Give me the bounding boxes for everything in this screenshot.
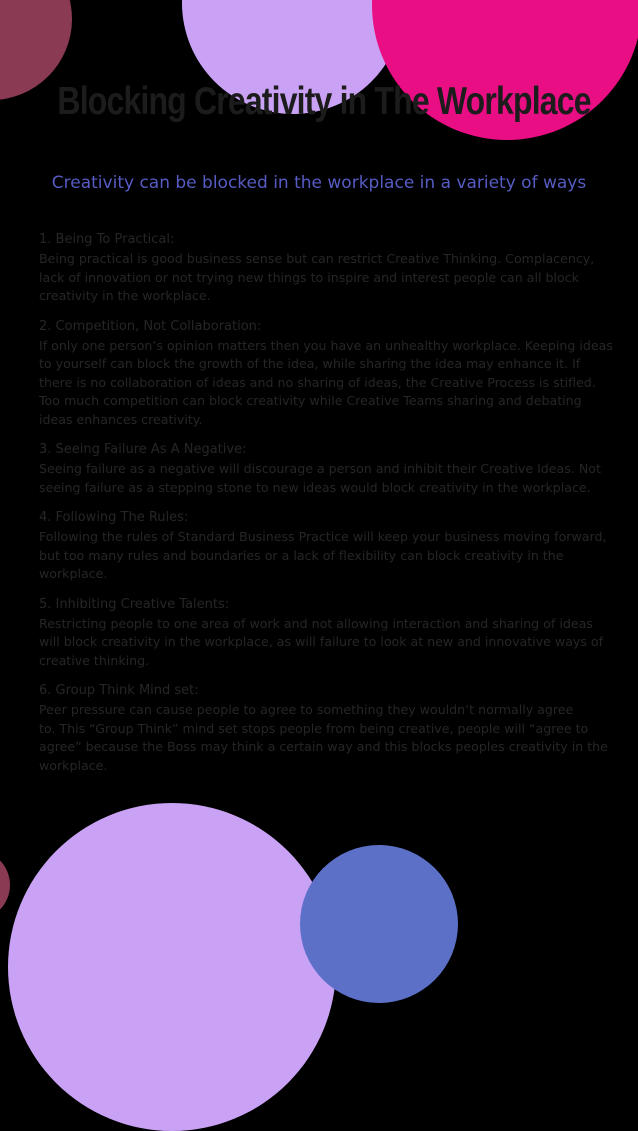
section-body (39, 701, 608, 775)
section-heading: 5. Inhibiting Creative Talents: (39, 596, 230, 612)
section-heading: 6. Group Think Mind set: (39, 683, 199, 698)
section-body (39, 615, 605, 671)
body-line: to yourself can block the growth of the idea, while sharing the idea may enhance it. If (39, 356, 581, 371)
decorative-circle-lilac-bottom (8, 803, 336, 1131)
decorative-circle-blue (300, 845, 458, 1003)
content-body (39, 231, 613, 787)
decorative-circle-maroon-bottom (0, 850, 10, 920)
section-heading: 3. Seeing Failure As A Negative: (39, 442, 247, 457)
body-line: creativity in the workplace. (39, 288, 211, 303)
section-body (39, 528, 605, 584)
body-line: lack of innovation or not trying new things to inspire and interest people can all block (39, 269, 579, 285)
section-failure-negative (39, 441, 605, 497)
section-group-think (39, 682, 608, 775)
section-following-rules (39, 509, 605, 584)
body-line: Being practical is good business sense but can restrict Creative Thinking. Complacency, (39, 251, 595, 266)
section-body (39, 337, 613, 430)
section-heading: 1. Being To Practical: (39, 232, 175, 247)
section-competition (39, 318, 613, 430)
body-line: workplace. (39, 757, 108, 773)
section-heading: 2. Competition, Not Collaboration: (39, 318, 262, 334)
section-body (39, 460, 605, 497)
body-line: Restricting people to one area of work and not allowing interaction and sharing of ideas (39, 615, 593, 631)
body-line: agree” because the Boss may think a certain way and this blocks peoples creativity in the (39, 739, 608, 754)
body-line: If only one person’s opinion matters then you have an unhealthy workplace. Keeping ideas (39, 337, 613, 353)
body-line: seeing failure as a stepping stone to new ideas would block creativity in the workplace. (39, 479, 591, 495)
body-line: workplace. (39, 566, 108, 581)
body-line: Following the rules of Standard Business Practice will keep your business moving forward, (39, 529, 607, 544)
page-title: Blocking Creativity in The Workplace (57, 80, 591, 123)
body-line: Peer pressure can cause people to agree to something they wouldn’t normally agree (39, 702, 574, 717)
body-line: there is no collaboration of ideas and no sharing of ideas, the Creative Process is stifled. (39, 374, 596, 390)
body-line: creative thinking. (39, 652, 150, 668)
section-heading: 4. Following The Rules: (39, 510, 189, 525)
page-subtitle: Creativity can be blocked in the workplace in a variety of ways (51, 173, 587, 193)
body-line: Seeing failure as a negative will discourage a person and inhibit their Creative Ideas. Not (39, 461, 601, 476)
body-line: ideas enhances creativity. (39, 411, 203, 427)
body-line: to. This “Group Think” mind set stops people from being creative, people will “agree to (39, 720, 589, 736)
section-inhibiting-talents (39, 596, 605, 671)
body-line: Too much competition can block creativity while Creative Teams sharing and debating (39, 393, 582, 408)
body-line: will block creativity in the workplace, as will failure to look at new and innovative ways of (39, 634, 604, 649)
body-line: but too many rules and boundaries or a lack of flexibility can block creativity in the (39, 547, 564, 563)
section-body (39, 250, 605, 306)
section-being-too-practical (39, 231, 605, 306)
